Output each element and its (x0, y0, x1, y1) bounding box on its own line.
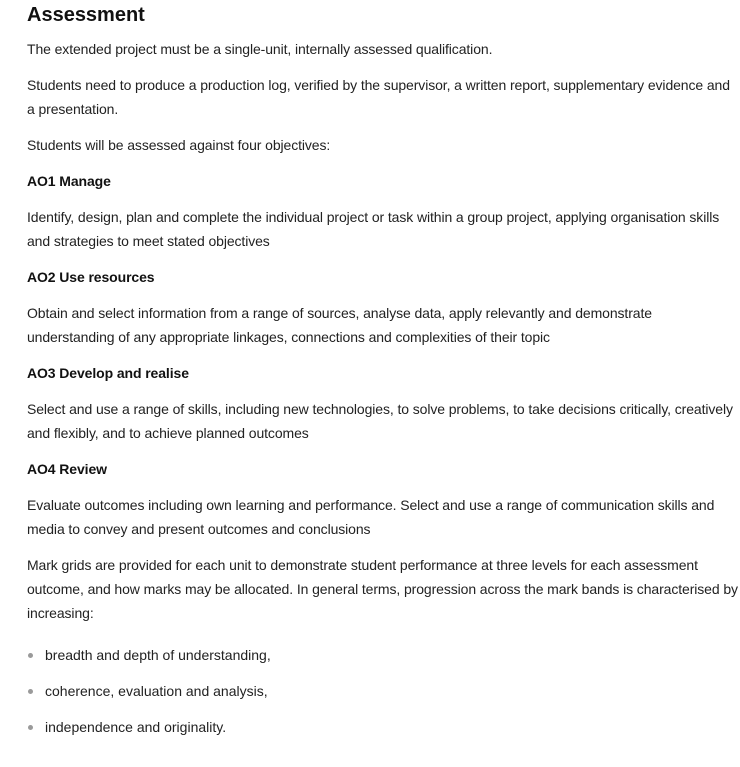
mark-grids-paragraph: Mark grids are provided for each unit to demonstrate student performance at three levels for each assessment outcome, and how marks may be allocated. In general terms, progression across the mark bands is characterised by increasing: (27, 557, 738, 621)
intro-paragraph-qualification: The extended project must be a single-unit, internally assessed qualification. (27, 41, 493, 57)
bullet-icon (28, 725, 33, 730)
intro-paragraph-objectives: Students will be assessed against four objectives: (27, 137, 331, 153)
objective-description-ao4: Evaluate outcomes including own learning and performance. Select and use a range of communication skills and media to convey and present outcomes and conclusions (27, 497, 715, 537)
objective-heading-ao1: AO1 Manage (27, 173, 111, 189)
progression-list (27, 643, 740, 739)
objective-description-ao3: Select and use a range of skills, including new technologies, to solve problems, to take decisions critically, creatively and flexibly, and to achieve planned outcomes (27, 401, 733, 441)
page-title: Assessment (27, 4, 145, 26)
list-item-text: independence and originality. (45, 719, 227, 735)
list-item-text: breadth and depth of understanding, (45, 647, 271, 663)
objective-heading-ao2: AO2 Use resources (27, 269, 155, 285)
objective-description-ao2: Obtain and select information from a range of sources, analyse data, apply relevantly and demonstrate understanding of any appropriate linkages, connections and complexities of their topic (27, 305, 652, 345)
list-item (27, 715, 740, 739)
intro-paragraph-requirements: Students need to produce a production log, verified by the supervisor, a written report, supplementary evidence and a presentation. (27, 77, 730, 117)
list-item-text: coherence, evaluation and analysis, (45, 683, 268, 699)
objective-heading-ao3: AO3 Develop and realise (27, 365, 189, 381)
list-item (27, 643, 740, 667)
bullet-icon (28, 689, 33, 694)
objective-description-ao1: Identify, design, plan and complete the individual project or task within a group project, applying organisation skills and strategies to meet stated objectives (27, 209, 720, 249)
list-item (27, 679, 740, 703)
bullet-icon (28, 653, 33, 658)
objective-heading-ao4: AO4 Review (27, 461, 107, 477)
